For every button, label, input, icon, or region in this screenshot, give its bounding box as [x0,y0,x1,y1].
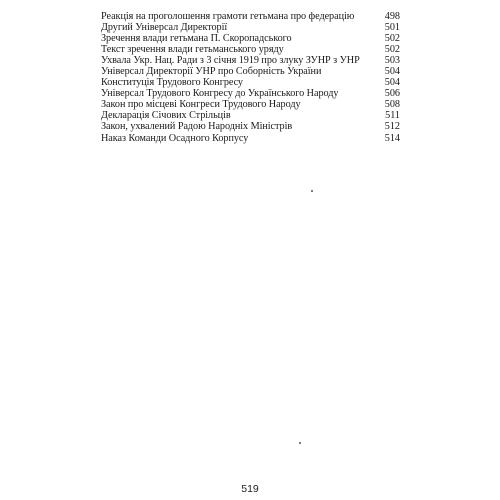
toc-entry-page: 508 [384,99,400,111]
toc-entry [101,44,400,55]
toc-entry-title: Ухвала Укр. Нац. Ради з 3 січня 1919 про злуку ЗУНР з УНР [101,55,360,67]
toc-entry-page: 504 [384,66,400,78]
toc-entry [101,22,400,33]
toc-entry-title: Конституція Трудового Конгресу [101,77,243,89]
toc-entry-page: 512 [384,121,400,133]
toc-entry-title: Наказ Команди Осадного Корпусу [101,132,249,144]
table-of-contents [101,11,400,144]
toc-entry-page: 514 [384,132,400,144]
toc-entry [101,33,400,44]
toc-entry-page: 501 [384,22,400,34]
toc-entry [101,133,400,144]
toc-entry [101,66,400,77]
toc-entry [101,99,400,110]
toc-entry-page: 498 [384,11,400,22]
toc-entry-page: 503 [384,55,400,67]
toc-entry [101,121,400,132]
toc-entry-page: 504 [384,77,400,89]
toc-entry-title: Другий Універсал Директорії [101,22,228,34]
toc-entry-title: Закон, ухвалений Радою Народніх Міністрів [101,121,293,133]
toc-entry [101,88,400,99]
toc-entry-title: Закон про місцеві Конгреси Трудового Народу [101,99,301,111]
toc-entry-title: Текст зречення влади гетьманського уряду [101,44,284,56]
toc-entry [101,77,400,88]
toc-entry-page: 502 [384,33,400,45]
toc-entry-title: Універсал Директорії УНР про Соборність України [101,66,322,78]
toc-entry [101,55,400,66]
toc-entry-title: Реакція на проголошення грамоти гетьмана про федерацію [101,11,355,22]
toc-entry [101,110,400,121]
toc-entry [101,11,400,22]
scan-speck [311,190,313,192]
toc-entry-page: 511 [385,110,400,122]
toc-entry-title: Універсал Трудового Конгресу до Українського Народу [101,88,339,100]
page-number: 519 [241,483,259,495]
toc-entry-title: Зречення влади гетьмана П. Скоропадського [101,33,292,45]
toc-entry-page: 502 [384,44,400,56]
toc-entry-page: 506 [384,88,400,100]
toc-entry-title: Декларація Січових Стрільців [101,110,231,122]
scan-speck [299,442,301,444]
